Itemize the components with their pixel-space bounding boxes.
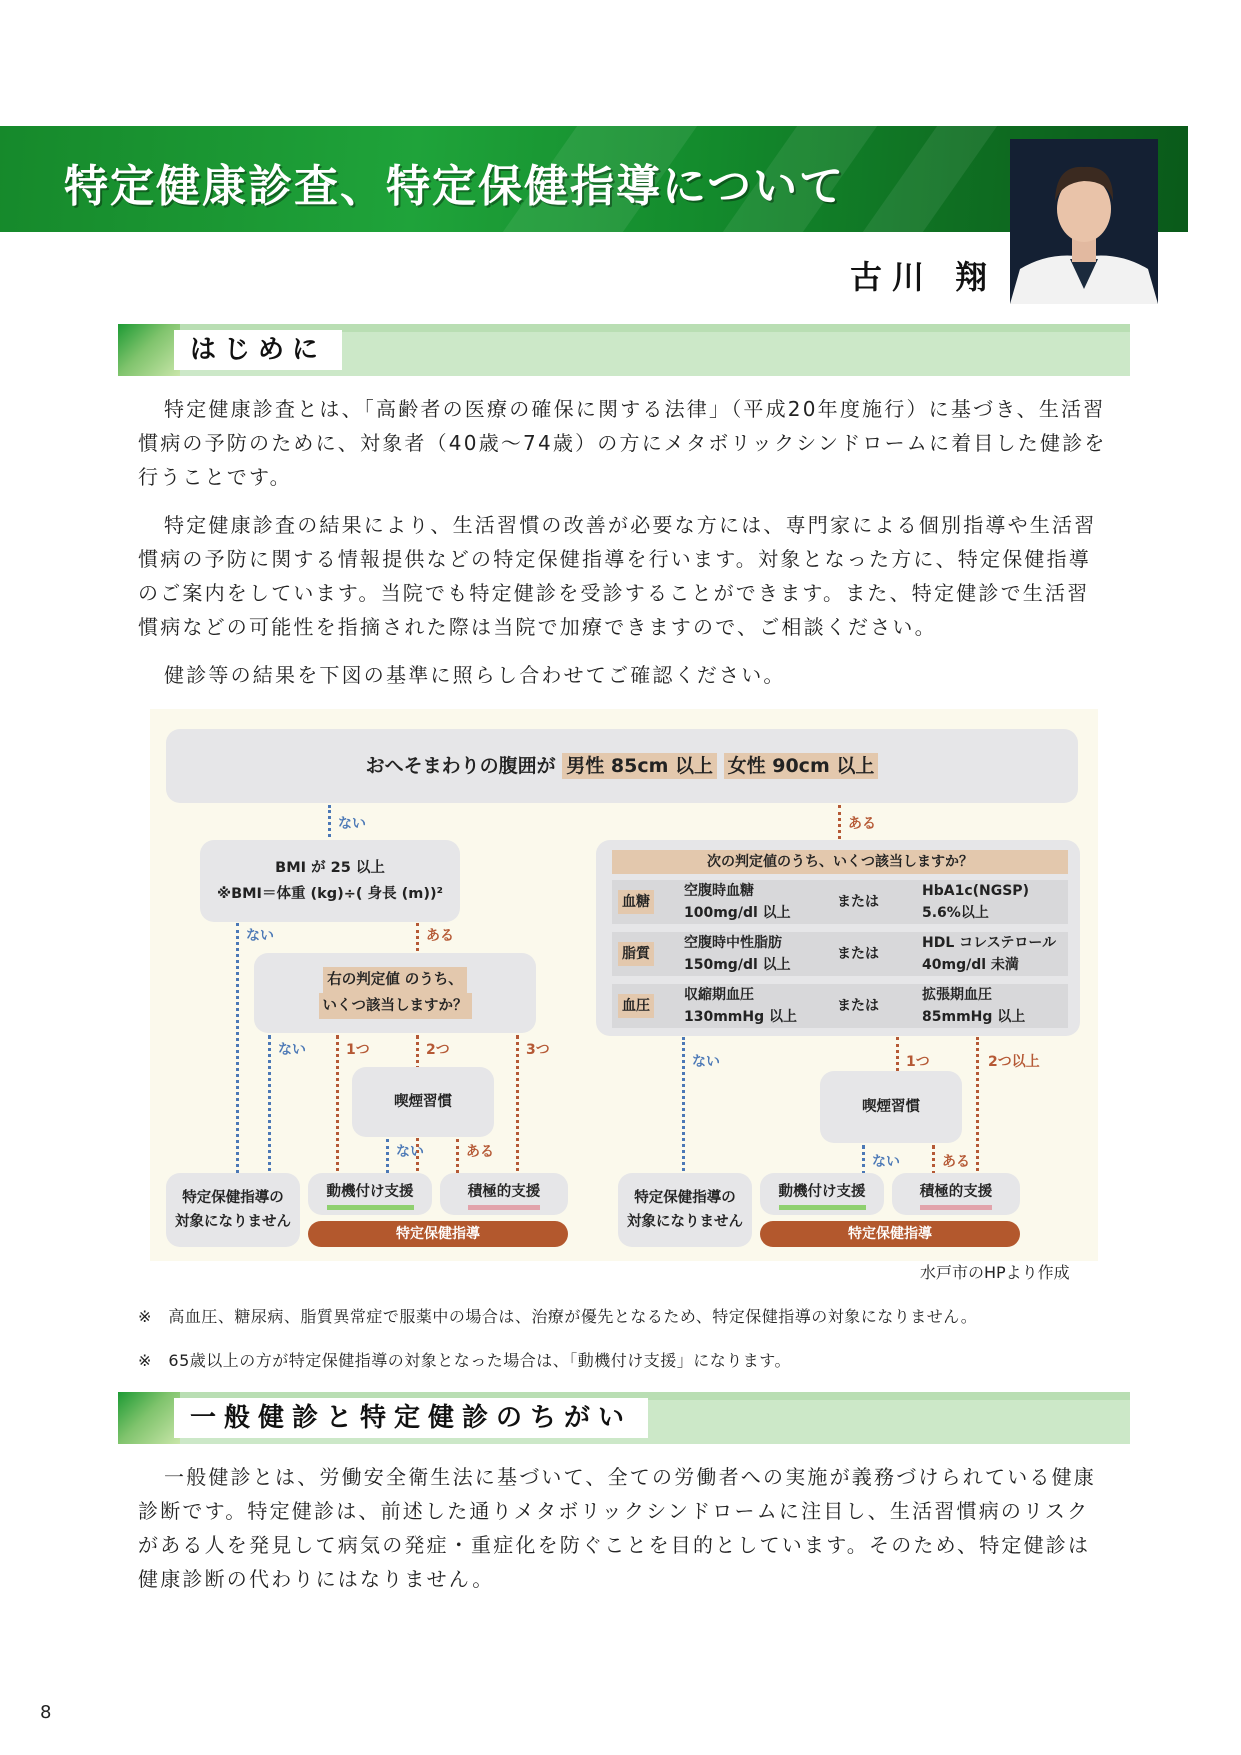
page-number: 8 — [40, 1702, 52, 1723]
connector — [976, 1037, 979, 1177]
page-title: 特定健康診査、特定保健指導について — [64, 161, 846, 212]
label-three: 3つ — [526, 1042, 550, 1058]
label-no: ない — [338, 816, 366, 832]
label-yes: ある — [466, 1144, 494, 1160]
label-two-plus: 2つ以上 — [988, 1054, 1040, 1070]
connector — [336, 1035, 339, 1179]
label-no: ない — [278, 1042, 306, 1058]
criteria-row: 血糖 空腹時血糖 100mg/dl 以上 または HbA1c(NGSP) 5.6%以上 — [612, 880, 1068, 924]
not-target-box-left: 特定保健指導の 対象になりません — [166, 1173, 300, 1247]
section-title: 一般健診と特定健診のちがい — [174, 1398, 648, 1438]
connector — [516, 1035, 519, 1179]
smoking-box-right: 喫煙習慣 — [820, 1071, 962, 1143]
waist-question-box: おへそまわりの腹囲が 男性 85cm 以上 女性 90cm 以上 — [166, 729, 1078, 803]
criteria-row: 血圧 収縮期血圧 130mmHg 以上 または 拡張期血圧 85mmHg 以上 — [612, 984, 1068, 1028]
criteria-title: 次の判定値のうち、いくつ該当しますか？ — [612, 850, 1068, 874]
criteria-table-box — [596, 840, 1080, 1036]
active-support-box-left: 積極的支援 — [440, 1173, 568, 1215]
connector — [268, 1035, 271, 1179]
author-name: 古川 翔 — [850, 258, 998, 296]
section-header-intro — [118, 324, 1130, 376]
section-decoration — [118, 324, 180, 376]
motivation-support-box-left: 動機付け支援 — [308, 1173, 432, 1215]
criteria-row: 脂質 空腹時中性脂肪 150mg/dl 以上 または HDL コレステロール 40mg/dl 未満 — [612, 932, 1068, 976]
label-no: ない — [246, 928, 274, 944]
label-two: 2つ — [426, 1042, 450, 1058]
label-one: 1つ — [906, 1054, 930, 1070]
intro-paragraph-3: 健診等の結果を下図の基準に照らし合わせてご確認ください。 — [164, 663, 786, 687]
bmi-box: BMI が 25 以上 ※BMI＝体重 (kg)÷( 身長 (m))² — [200, 840, 460, 922]
criteria-question-box: 右の判定値 のうち、 いくつ該当しますか？ — [254, 953, 536, 1033]
active-support-box-right: 積極的支援 — [892, 1173, 1020, 1215]
section-decoration — [118, 1392, 180, 1444]
criteria-flowchart — [150, 709, 1098, 1261]
not-target-box-right: 特定保健指導の 対象になりません — [618, 1173, 752, 1247]
guidance-pill-left: 特定保健指導 — [308, 1221, 568, 1247]
connector — [932, 1145, 935, 1175]
label-no: ない — [692, 1054, 720, 1070]
connector — [236, 923, 239, 1179]
motivation-support-box-right: 動機付け支援 — [760, 1173, 884, 1215]
label-no: ない — [872, 1154, 900, 1170]
label-no: ない — [396, 1144, 424, 1160]
footnote-2: ※ 65歳以上の方が特定保健指導の対象となった場合は、「動機付け支援」になります。 — [138, 1351, 791, 1370]
label-yes: ある — [426, 928, 454, 944]
difference-paragraph: 一般健診とは、労働安全衛生法に基づいて、全ての労働者への実施が義務づけられている健康診断です。特定健診は、前述した通りメタボリックシンドロームに注目し、生活習慣病のリスクがある人を発見して病気の発症・重症化を防ぐことを目的としています。そのため、特定健診は健康診断の代わりにはなりません。 — [138, 1465, 1096, 1591]
intro-paragraph-2: 特定健康診査の結果により、生活習慣の改善が必要な方には、専門家による個別指導や生活習慣病の予防に関する情報提供などの特定保健指導を行います。対象となった方に、特定保健指導のご案内をしています。当院でも特定健診を受診することができます。また、特定健診で生活習慣病などの可能性を指摘された際は当院で加療できますので、ご相談ください。 — [138, 513, 1097, 639]
section-title: はじめに — [174, 330, 342, 370]
connector — [682, 1037, 685, 1177]
connector — [328, 805, 331, 843]
label-yes: ある — [942, 1154, 970, 1170]
footnote-1: ※ 高血圧、糖尿病、脂質異常症で服薬中の場合は、治療が優先となるため、特定保健指導の対象になりません。 — [138, 1307, 978, 1326]
guidance-pill-right: 特定保健指導 — [760, 1221, 1020, 1247]
label-yes: ある — [848, 816, 876, 832]
section-header-difference — [118, 1392, 1130, 1444]
source-caption: 水戸市のHPより作成 — [920, 1263, 1070, 1282]
connector — [838, 805, 841, 845]
author-photo — [1010, 139, 1158, 304]
intro-paragraph-1: 特定健康診査とは、「高齢者の医療の確保に関する法律」（平成20年度施行）に基づき、生活習慣病の予防のために、対象者（40歳〜74歳）の方にメタボリックシンドロームに着目した健診を行うことです。 — [138, 397, 1107, 489]
smoking-box-left: 喫煙習慣 — [352, 1067, 494, 1137]
connector — [862, 1145, 865, 1175]
label-one: 1つ — [346, 1042, 370, 1058]
